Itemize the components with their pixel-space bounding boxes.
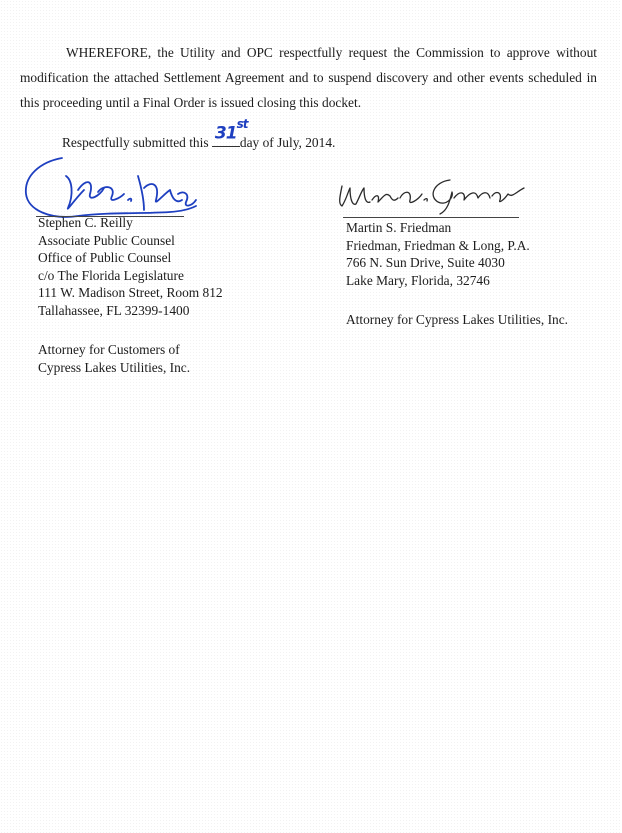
right-signatory-city: Lake Mary, Florida, 32746	[346, 272, 490, 288]
handwritten-day: 31st	[214, 117, 248, 144]
left-signatory-name: Stephen C. Reilly	[38, 215, 133, 230]
left-signatory-title: Associate Public Counsel	[38, 232, 175, 248]
right-signature-line	[343, 217, 519, 218]
right-signatory-firm: Friedman, Friedman & Long, P.A.	[346, 237, 530, 253]
submitted-prefix: Respectfully submitted this	[62, 135, 209, 150]
right-signatory-street: 766 N. Sun Drive, Suite 4030	[346, 255, 505, 271]
submitted-line	[62, 117, 336, 151]
submitted-suffix: day of July, 2014.	[239, 135, 336, 150]
left-signatory-office: Office of Public Counsel	[38, 250, 172, 266]
right-attorney-for	[346, 311, 568, 329]
left-signatory-street: 111 W. Madison Street, Room 812	[38, 285, 223, 301]
wherefore-paragraph: WHEREFORE, the Utility and OPC respectfully request the Commission to approve without modification the attached Settlement Agreement and to suspend discovery and other events scheduled in this proceeding until a Final Order is issued closing this docket.	[20, 45, 597, 110]
right-signatory-name: Martin S. Friedman	[346, 220, 452, 235]
left-signatory-block	[38, 214, 223, 320]
left-attorney-for	[38, 341, 190, 376]
right-signature	[320, 170, 530, 220]
left-signatory-care-of: c/o The Florida Legislature	[38, 267, 184, 283]
left-attorney-line-2: Cypress Lakes Utilities, Inc.	[38, 359, 191, 375]
day-blank	[212, 117, 248, 147]
right-signatory-block	[346, 219, 530, 289]
left-signatory-city: Tallahassee, FL 32399-1400	[38, 302, 190, 318]
right-attorney-line-1: Attorney for Cypress Lakes Utilities, Inc.	[346, 312, 569, 327]
left-attorney-line-1: Attorney for Customers of	[38, 342, 180, 357]
